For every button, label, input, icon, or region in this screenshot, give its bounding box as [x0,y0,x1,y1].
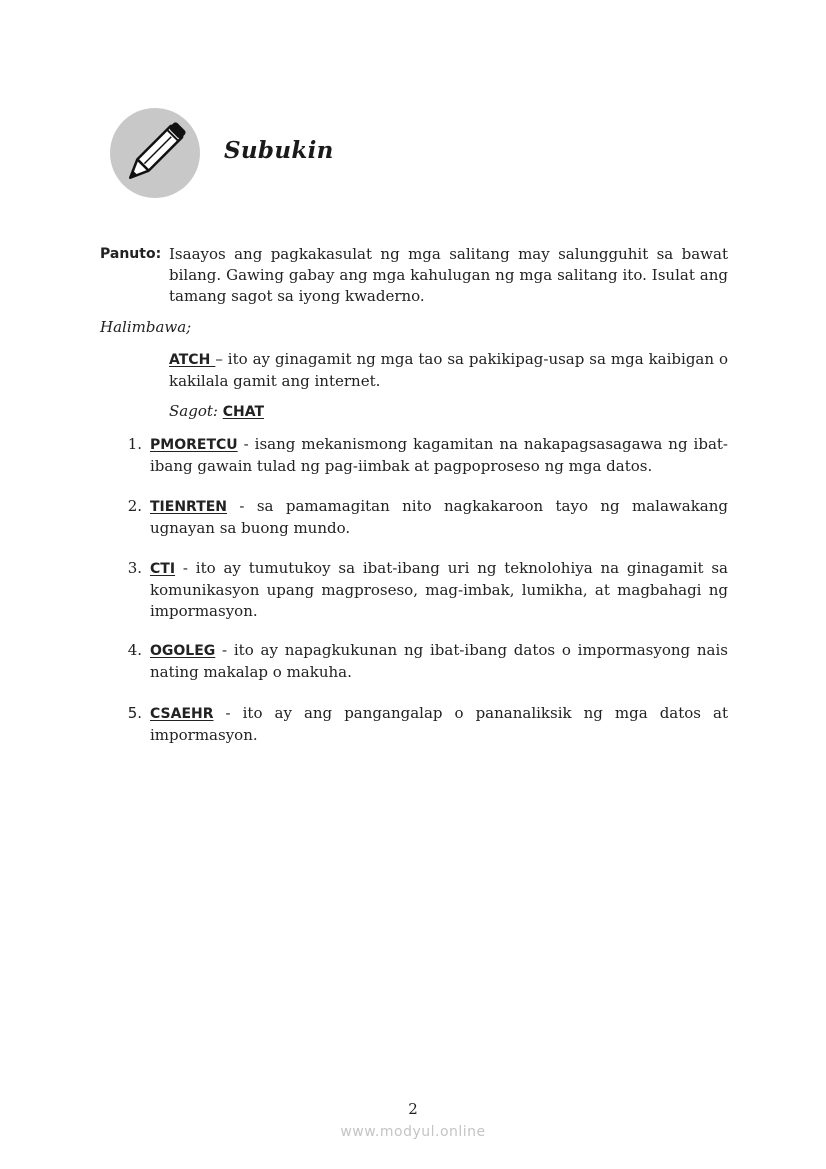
section-icon-badge [110,108,200,198]
question-item [122,703,728,746]
question-number: 5. [127,704,142,722]
question-item [122,434,728,477]
example-label: Halimbawa; [100,318,192,336]
question-keyword: PMORETCU [150,437,238,453]
pencil-icon [110,108,200,198]
example-definition: – ito ay ginagamit ng mga tao sa pakikipag-usap sa mga kaibigan o kakilala gamit ang internet. [169,350,728,390]
question-item [122,640,728,683]
page-number: 2 [408,1100,418,1118]
instruction-block [100,244,728,307]
question-number: 1. [127,435,142,453]
question-keyword: CTI [150,561,176,577]
question-keyword: TIENRTEN [150,499,228,515]
example-item [169,349,728,392]
question-item [122,558,728,622]
question-definition: - ito ay tumutukoy sa ibat-ibang uri ng teknolohiya na ginagamit sa komunikasyon upang magproseso, mag-imbak, lumikha, at magbahagi ng impormasyon. [150,559,728,620]
watermark: www.modyul.online [340,1124,486,1140]
question-number: 4. [127,641,142,659]
question-definition: - isang mekanismong kagamitan na nakapagsasagawa ng ibat-ibang gawain tulad ng pag-iimbak at pagpoproseso ng mga datos. [150,435,728,475]
question-definition: - ito ay napagkukunan ng ibat-ibang datos o impormasyong nais nating makalap o makuha. [150,641,728,681]
section-title: Subukin [224,137,334,164]
example-answer-value: CHAT [222,404,265,420]
example-keyword: ATCH [169,352,216,368]
question-number: 3. [127,559,142,577]
question-number: 2. [127,497,142,515]
question-keyword: OGOLEG [150,643,216,659]
example-answer-label: Sagot: [169,402,218,420]
question-keyword: CSAEHR [150,706,214,722]
example-answer [169,401,264,423]
question-definition: - sa pamamagitan nito nagkakaroon tayo ng malawakang ugnayan sa buong mundo. [150,497,728,537]
instruction-label: Panuto: [100,246,162,262]
question-definition: - ito ay ang pangangalap o pananaliksik ng mga datos at impormasyon. [150,704,728,744]
question-item [122,496,728,539]
instruction-text: Isaayos ang pagkakasulat ng mga salitang may salungguhit sa bawat bilang. Gawing gabay ang mga kahulugan ng mga salitang ito. Isulat ang tamang sagot sa iyong kwaderno. [169,245,728,305]
